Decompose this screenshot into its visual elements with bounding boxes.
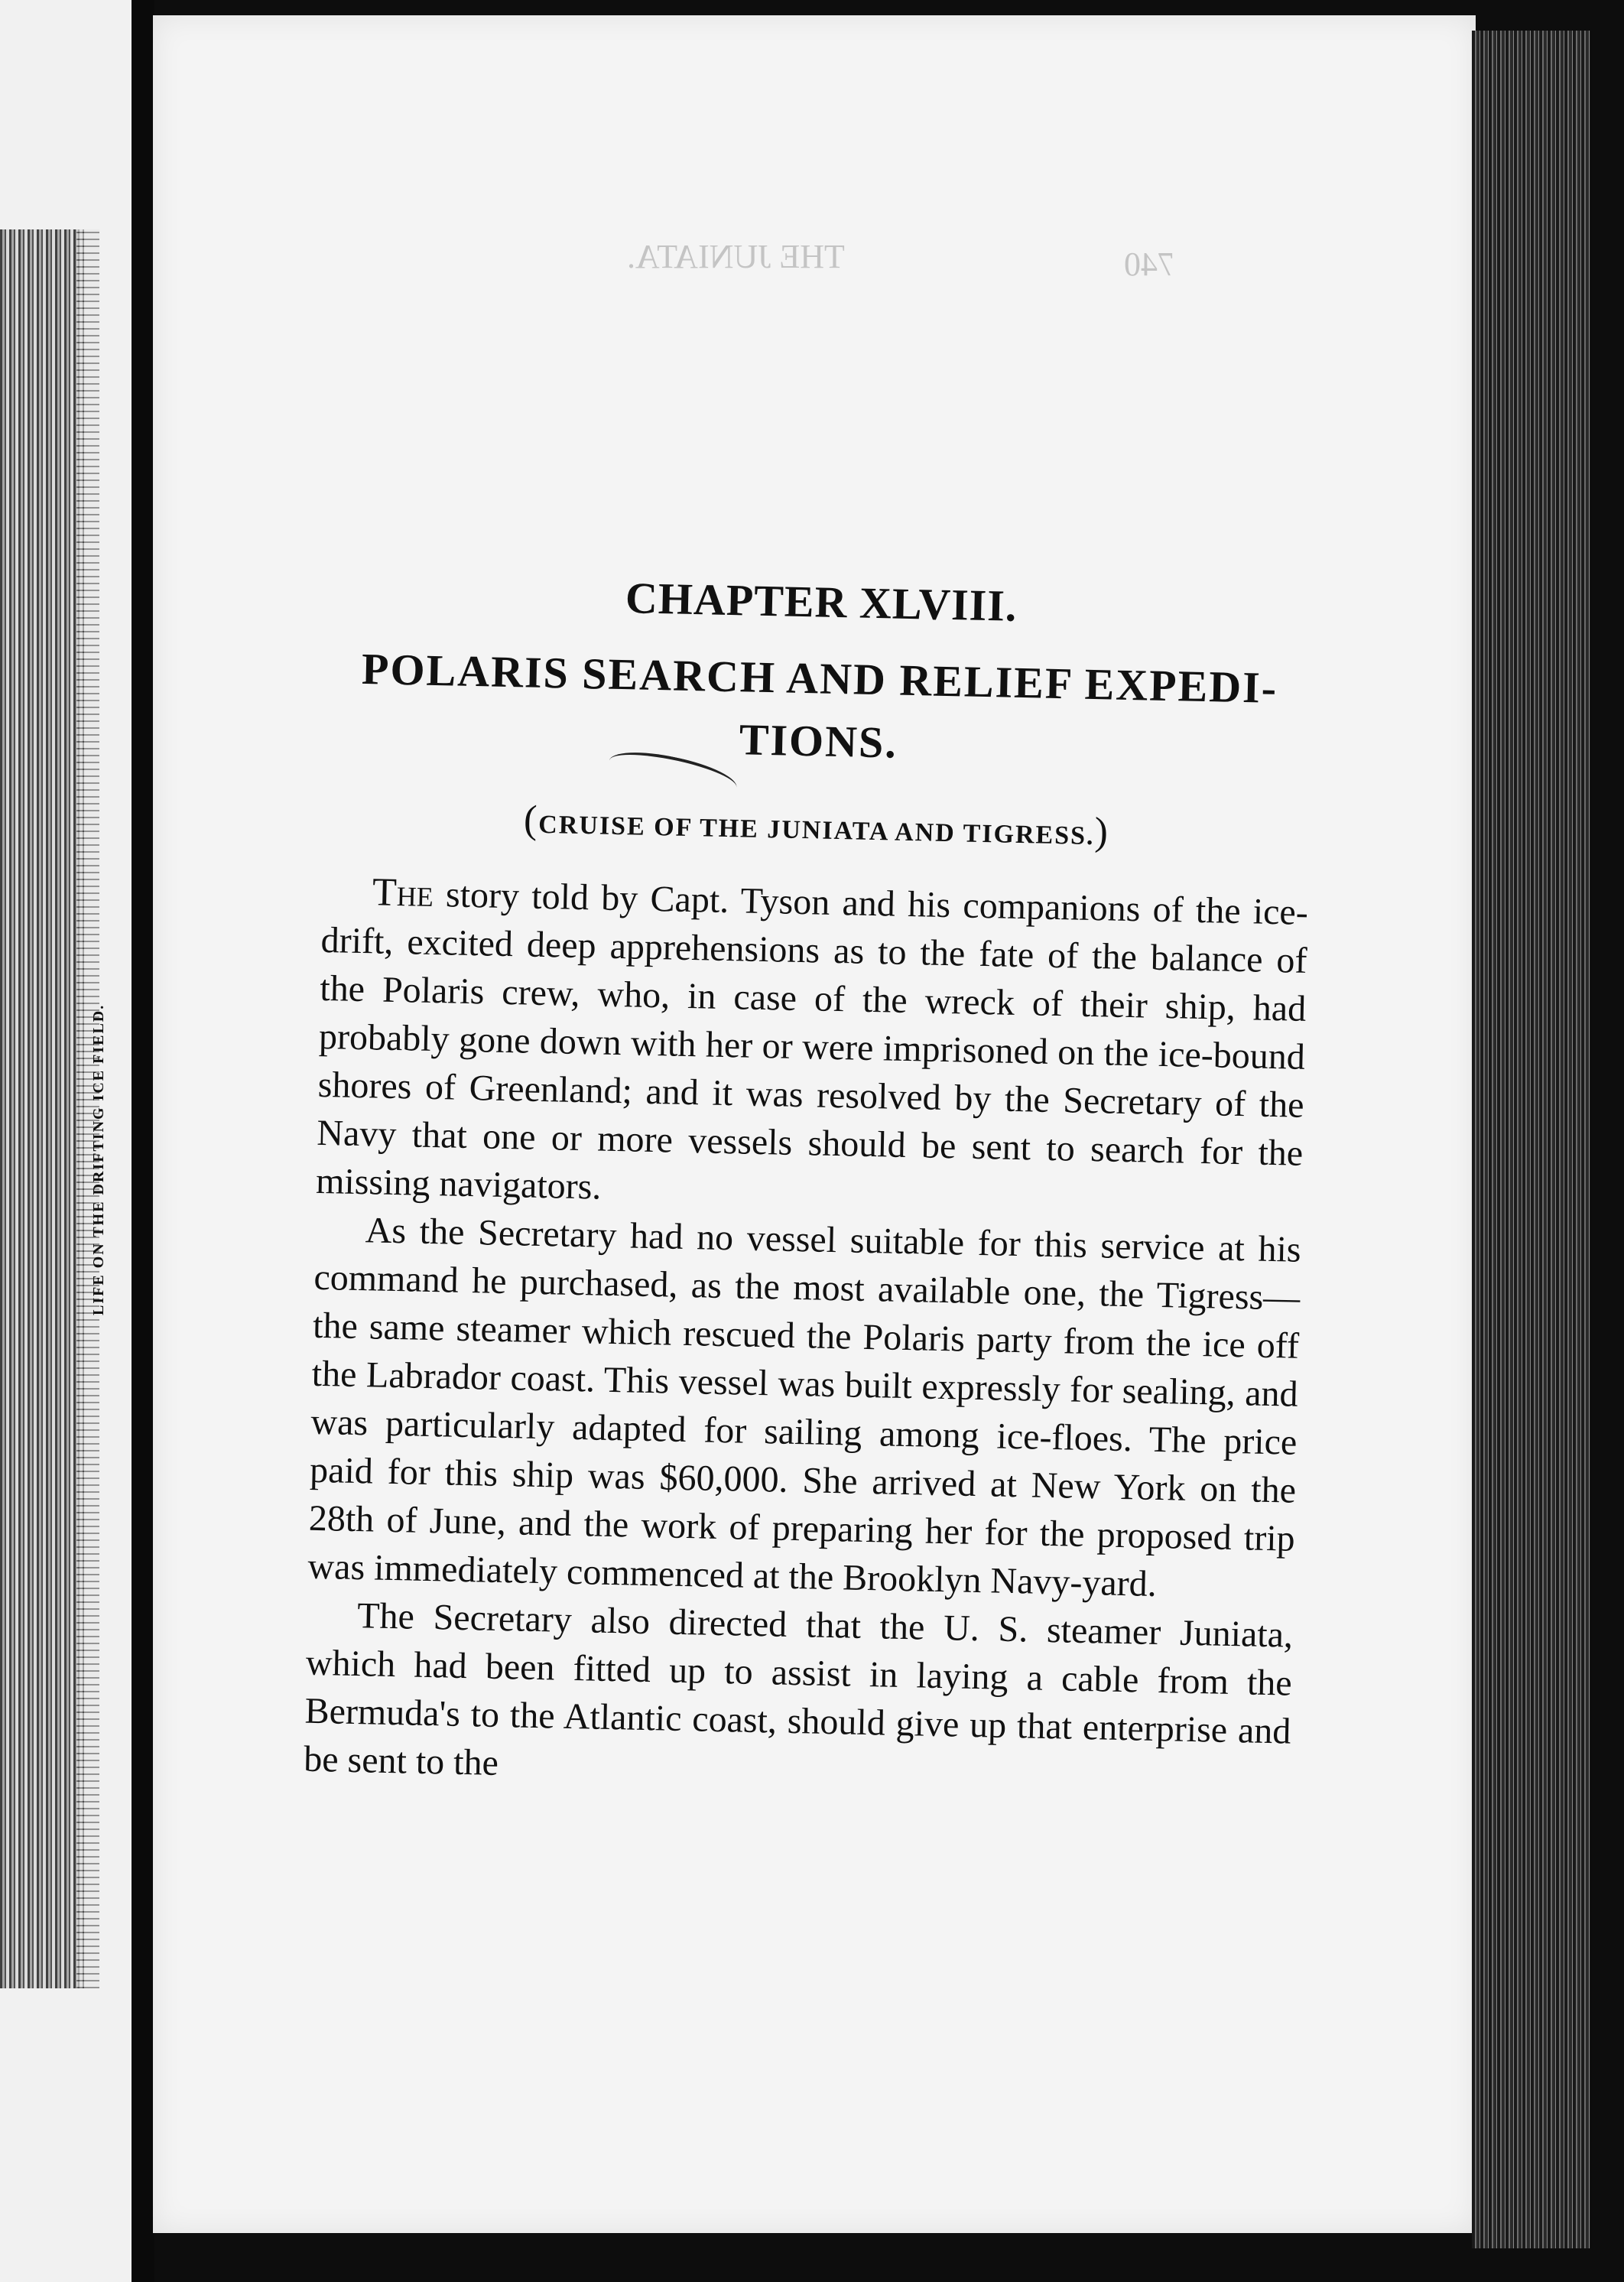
paragraph-1-lead: The — [372, 870, 434, 915]
book-gutter — [132, 0, 154, 2282]
paragraph-3: The Secretary also directed that the U. S. steamer Juniata, which had been fitted up to assist in laying a cable from the Bermuda's to the Atlantic coast, should give up that enterprise and be sent to the — [303, 1595, 1294, 1783]
bleed-page-number: 740 — [1124, 245, 1174, 283]
facing-page — [0, 0, 132, 2282]
subtitle-text: CRUISE OF THE JUNIATA AND TIGRESS. — [538, 810, 1095, 851]
paragraph-1 — [315, 867, 1308, 1226]
chapter-number: CHAPTER XLVIII. — [625, 573, 1018, 631]
bleed-header: THE JUNIATA. — [627, 238, 845, 275]
plate-caption: LIFE ON THE DRIFTING ICE FIELD. — [90, 1003, 107, 1315]
page-content — [304, 566, 1315, 1804]
chapter-title — [325, 637, 1314, 783]
chapter-title-line1: POLARIS SEARCH AND RELIEF EXPEDI- — [361, 643, 1278, 714]
chapter-subtitle — [323, 793, 1311, 859]
subtitle-open-paren: ( — [523, 798, 539, 842]
engraving-illustration — [0, 229, 84, 1988]
book-page — [153, 15, 1476, 2233]
paragraph-2: As the Secretary had no vessel suitable for this service at his command he purchased, as the most available one, the Tigress—the same steamer which rescued the Polaris party from the ice off the Labrador coast. This vessel was built expressly for sealing, and was particularly adapted for sailing among ice-floes. The price paid for this ship was $60,000. She arrived at New York on the 28th of June, and the work of preparing her for the proposed trip was immediately commenced at the Brooklyn Navy-yard. — [307, 1210, 1302, 1604]
chapter-title-line2: TIONS. — [739, 714, 898, 768]
paragraph-1-text: story told by Capt. Tyson and his companions of the ice-drift, excited deep apprehensions as to the fate of the balance of the Polaris crew, who, in case of the wreck of their ship, had probably gone down with her or were imprisoned on the ice-bound shores of Greenland; and it was resolved by the Secretary of the Navy that one or more vessels should be sent to search for the missing navigators. — [315, 873, 1309, 1208]
subtitle-close-paren: ) — [1094, 810, 1110, 854]
page-edges — [1472, 31, 1590, 2248]
